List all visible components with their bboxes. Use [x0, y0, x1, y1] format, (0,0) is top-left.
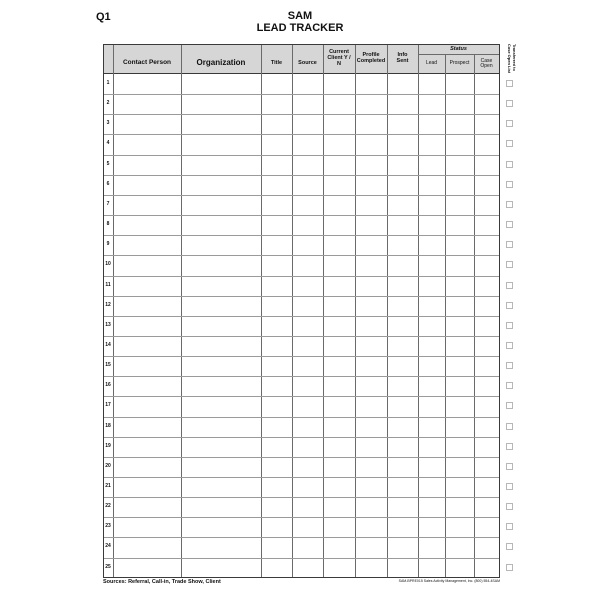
row-divider — [104, 296, 499, 297]
row-number: 22 — [105, 503, 111, 510]
transferred-checkbox[interactable] — [506, 201, 513, 208]
col-header-info-sent: Info Sent — [396, 52, 409, 64]
row-divider — [104, 437, 499, 438]
transferred-checkbox[interactable] — [506, 241, 513, 248]
row-divider — [104, 175, 499, 176]
row-divider — [104, 94, 499, 95]
transferred-checkbox[interactable] — [506, 302, 513, 309]
row-divider — [104, 276, 499, 277]
row-number: 17 — [105, 402, 111, 409]
publisher-imprint: SAM-BPRE015 Sales Activity Management, Inc. (800) 554-4SAM — [398, 579, 500, 583]
col-header-title: Title — [270, 59, 283, 66]
col-header-contact-person: Contact Person — [122, 59, 172, 67]
transferred-checkbox[interactable] — [506, 362, 513, 369]
row-number: 19 — [105, 442, 111, 449]
sources-note: Sources: Referral, Call-in, Trade Show, Client — [103, 579, 221, 585]
row-divider — [104, 356, 499, 357]
transferred-checkbox[interactable] — [506, 443, 513, 450]
form-subtitle: LEAD TRACKER — [256, 22, 344, 34]
row-divider — [104, 497, 499, 498]
row-number: 18 — [105, 422, 111, 429]
row-divider — [104, 215, 499, 216]
row-number: 12 — [105, 301, 111, 308]
row-number: 8 — [106, 221, 110, 228]
row-divider — [104, 376, 499, 377]
row-divider — [104, 457, 499, 458]
transferred-checkbox[interactable] — [506, 483, 513, 490]
row-divider — [104, 417, 499, 418]
row-number: 20 — [105, 462, 111, 469]
col-header-organization: Organization — [196, 58, 246, 68]
row-divider — [104, 114, 499, 115]
row-divider — [104, 477, 499, 478]
transferred-checkbox[interactable] — [506, 543, 513, 550]
header-bottom-rule — [104, 73, 499, 74]
transferred-checkbox[interactable] — [506, 221, 513, 228]
transferred-checkbox[interactable] — [506, 402, 513, 409]
row-number: 14 — [105, 341, 111, 348]
row-divider — [104, 537, 499, 538]
row-number: 24 — [105, 543, 111, 550]
side-label-line2: Case Open List — [507, 44, 512, 74]
row-number: 6 — [106, 180, 110, 187]
col-header-source: Source — [298, 59, 317, 66]
row-divider — [104, 396, 499, 397]
row-number: 3 — [106, 120, 110, 127]
col-header-status-group: Status — [450, 45, 467, 52]
side-label — [505, 44, 519, 82]
transferred-checkbox[interactable] — [506, 140, 513, 147]
col-header-current-client: Current Client Y / N — [327, 49, 351, 67]
row-number: 25 — [105, 563, 111, 570]
row-number: 7 — [106, 200, 110, 207]
row-number: 9 — [106, 241, 110, 248]
transferred-checkbox[interactable] — [506, 423, 513, 430]
transferred-checkbox[interactable] — [506, 503, 513, 510]
row-divider — [104, 235, 499, 236]
transferred-checkbox[interactable] — [506, 181, 513, 188]
row-divider — [104, 195, 499, 196]
col-header-prospect: Prospect — [449, 60, 470, 67]
transferred-checkbox[interactable] — [506, 120, 513, 127]
transferred-checkbox[interactable] — [506, 322, 513, 329]
row-number: 11 — [105, 281, 111, 288]
col-header-lead: Lead — [425, 60, 438, 67]
row-number: 13 — [105, 321, 111, 328]
transferred-checkbox[interactable] — [506, 382, 513, 389]
row-number: 15 — [105, 362, 111, 369]
transferred-checkbox[interactable] — [506, 282, 513, 289]
row-number: 2 — [106, 100, 110, 107]
side-label-line1: Transferred to — [512, 44, 517, 71]
row-divider — [104, 336, 499, 337]
transferred-checkbox[interactable] — [506, 261, 513, 268]
form-code: Q1 — [96, 11, 111, 23]
transferred-checkbox[interactable] — [506, 564, 513, 571]
transferred-checkbox[interactable] — [506, 523, 513, 530]
row-divider — [104, 255, 499, 256]
row-divider — [104, 558, 499, 559]
row-number: 10 — [105, 261, 111, 268]
row-divider — [104, 155, 499, 156]
row-number: 23 — [105, 523, 111, 530]
row-number: 21 — [105, 483, 111, 489]
col-header-profile-completed: Profile Completed — [356, 52, 386, 64]
row-divider — [104, 316, 499, 317]
row-number: 5 — [106, 160, 110, 167]
transferred-checkbox[interactable] — [506, 161, 513, 168]
row-number: 16 — [105, 382, 111, 389]
form-title: SAM — [287, 10, 313, 22]
row-divider — [104, 134, 499, 135]
row-divider — [104, 517, 499, 518]
transferred-checkbox[interactable] — [506, 342, 513, 349]
transferred-checkbox[interactable] — [506, 100, 513, 107]
transferred-checkbox[interactable] — [506, 463, 513, 470]
col-header-case-open: Case Open — [480, 57, 493, 69]
row-number: 1 — [106, 80, 110, 86]
row-number: 4 — [106, 140, 110, 147]
